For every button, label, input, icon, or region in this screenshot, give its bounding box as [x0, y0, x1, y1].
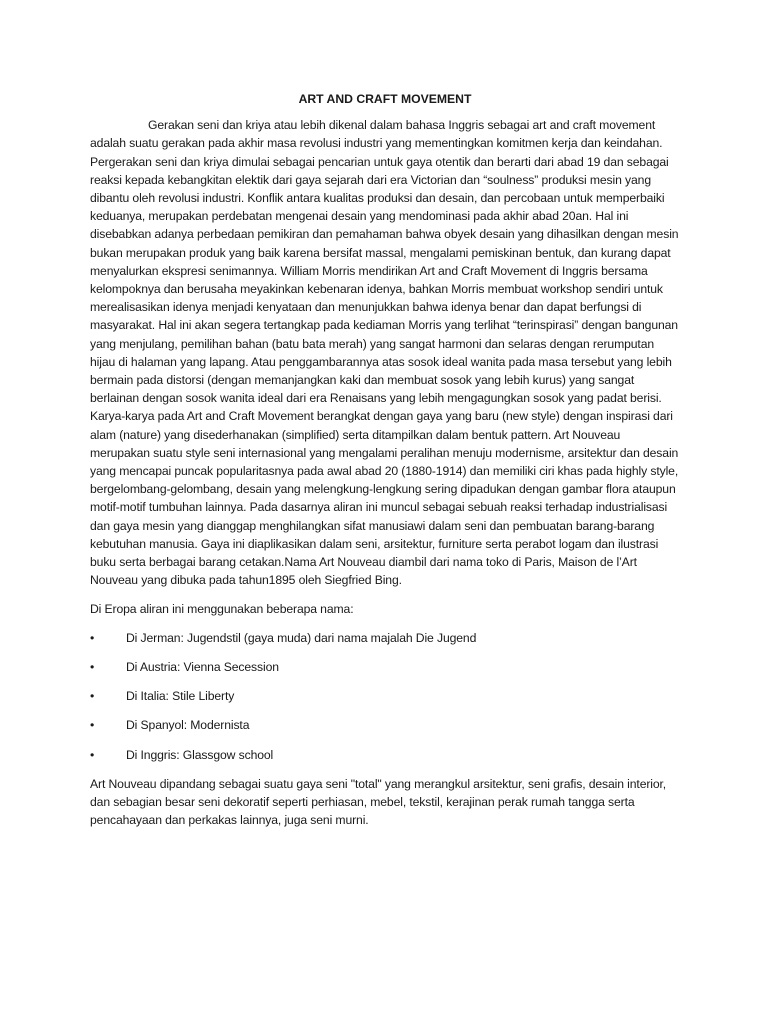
list-item [90, 687, 680, 705]
list-item [90, 746, 680, 764]
naming-list [90, 629, 680, 764]
bullet-icon: • [90, 659, 95, 674]
main-paragraph: Gerakan seni dan kriya atau lebih dikenal dalam bahasa Inggris sebagai art and craft movement adalah suatu gerakan pada akhir masa revolusi industri yang mementingkan komitmen kerja dan keindahan. Pergerakan seni dan kriya dimulai sebagai pencarian untuk gaya otentik dan berarti dari abad 19 dan sebagai reaksi kepada kebangkitan elektik dari gaya sejarah dari era Victorian dan “soulness” produksi mesin yang dibantu oleh revolusi industri. Konflik antara kualitas produksi dan desain, dan percobaan untuk memperbaiki keduanya, merupakan perdebatan mengenai desain yang mendominasi pada akhir abad 20an. Hal ini disebabkan adanya perbedaan pemikiran dan pemahaman bahwa obyek desain yang dihasilkan dengan mesin bukan merupakan produk yang baik karena bersifat massal, mengalami pemiskinan bentuk, dan kurang dapat menyalurkan ekspresi senimannya. William Morris mendirikan Art and Craft Movement di Inggris bersama kelompoknya dan berusaha meyakinkan kebenaran idenya, bahkan Morris membuat workshop sendiri untuk merealisasikan idenya menjadi kenyataan dan menunjukkan bahwa idenya benar dan dapat berfungsi di masyarakat. Hal ini akan segera tertangkap pada kediaman Morris yang terlihat “terinspirasi” dengan bangunan yang menjulang, pemilihan bahan (batu bata merah) yang sangat harmoni dan selaras dengan rerumputan hijau di halaman yang lapang. Atau penggambarannya atas sosok ideal wanita pada masa tersebut yang lebih bermain pada distorsi (dengan memanjangkan kaki dan membuat sosok yang lebih kurus) yang sangat berlainan dengan sosok wanita ideal dari era Renaisans yang lebih mengagungkan sosok yang padat berisi. Karya-karya pada Art and Craft Movement berangkat dengan gaya yang baru (new style) dengan inspirasi dari alam (nature) yang disederhanakan (simplified) serta ditampilkan dalam bentuk pattern. Art Nouveau merupakan suatu style seni internasional yang mengalami peralihan menuju modernisme, arsitektur dan desain yang mencapai puncak popularitasnya pada awal abad 20 (1880-1914) dan memiliki ciri khas pada highly style, bergelombang-gelombang, desain yang melengkung-lengkung sering dipadukan dengan gambar flora ataupun motif-motif tumbuhan lainnya. Pada dasarnya aliran ini muncul sebagai sebuah reaksi terhadap industrialisasi dan gaya mesin yang dianggap menghilangkan sifat manusiawi dalam seni dan pembuatan barang-barang kebutuhan manusia. Gaya ini diaplikasikan dalam seni, arsitektur, furniture serta perabot logam dan ilustrasi buku serta berbagai barang cetakan.Nama Art Nouveau diambil dari nama toko di Paris, Maison de l’Art Nouveau yang dibuka pada tahun1895 oleh Siegfried Bing. [90, 118, 679, 588]
document-title: ART AND CRAFT MOVEMENT [298, 92, 472, 106]
document-page [90, 90, 680, 829]
bullet-icon: • [90, 718, 95, 733]
bullet-icon: • [90, 630, 95, 645]
bullet-icon: • [90, 689, 95, 704]
list-intro: Di Eropa aliran ini menggunakan beberapa nama: [90, 602, 354, 617]
list-item [90, 658, 680, 676]
list-item-text: Di Spanyol: Modernista [126, 718, 250, 733]
list-item [90, 716, 680, 734]
list-item-text: Di Austria: Vienna Secession [126, 659, 279, 674]
list-item-text: Di Italia: Stile Liberty [126, 689, 235, 704]
list-item [90, 629, 680, 647]
list-item-text: Di Jerman: Jugendstil (gaya muda) dari nama majalah Die Jugend [126, 630, 477, 645]
list-item-text: Di Inggris: Glassgow school [126, 747, 274, 762]
bullet-icon: • [90, 747, 95, 762]
closing-paragraph: Art Nouveau dipandang sebagai suatu gaya seni "total" yang merangkul arsitektur, seni grafis, desain interior, dan sebagian besar seni dekoratif seperti perhiasan, mebel, tekstil, kerajinan perak rumah tangga serta pencahayaan dan perkakas lainnya, juga seni murni. [90, 776, 667, 828]
